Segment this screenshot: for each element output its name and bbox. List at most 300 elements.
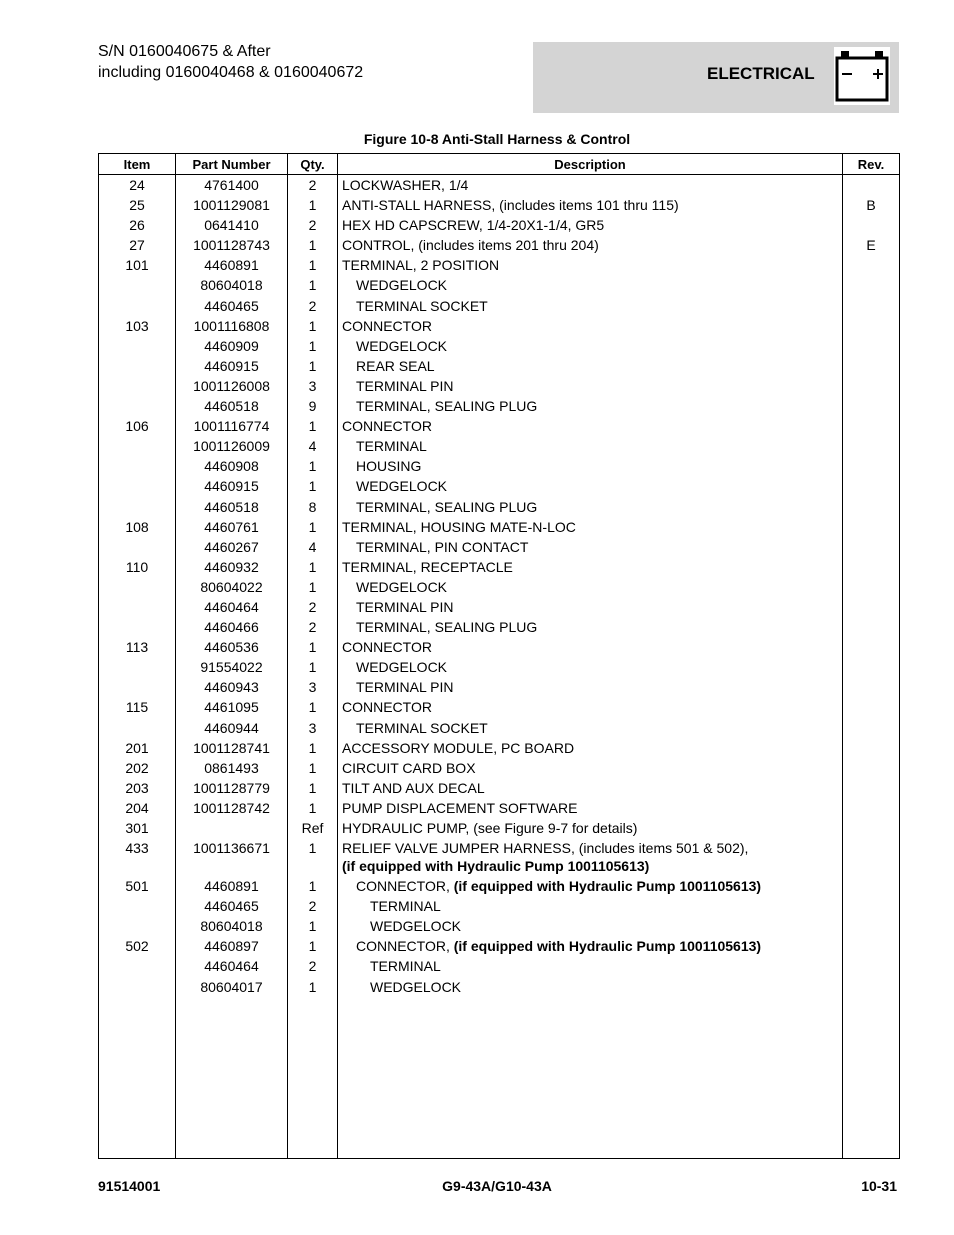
item-number-cell	[99, 436, 176, 456]
table-row	[99, 637, 900, 657]
description-text	[342, 697, 842, 717]
qty-cell: 4	[288, 537, 338, 557]
serial-number-line-2: including 0160040468 & 0160040672	[98, 64, 364, 81]
description-text	[342, 316, 842, 336]
item-number-cell: 203	[99, 778, 176, 798]
rev-cell	[843, 758, 900, 778]
description-text	[342, 778, 842, 798]
qty-cell: 1	[288, 577, 338, 597]
table-row	[99, 758, 900, 778]
item-number-cell: 502	[99, 936, 176, 956]
empty-cell	[99, 997, 176, 1159]
table-row	[99, 296, 900, 316]
part-number-cell	[176, 818, 288, 838]
part-number-cell: 1001116774	[176, 416, 288, 436]
description-text	[342, 718, 842, 738]
description-cell	[338, 316, 843, 336]
part-number-cell: 1001126009	[176, 436, 288, 456]
footer-page-number: 10-31	[861, 1178, 897, 1194]
footer-doc-number: 91514001	[98, 1178, 161, 1194]
description-cell	[338, 476, 843, 496]
description-cell	[338, 215, 843, 235]
description-text	[342, 336, 842, 356]
description-text	[342, 577, 842, 597]
description-label: WEDGELOCK	[356, 337, 448, 354]
qty-cell: 4	[288, 436, 338, 456]
empty-cell	[176, 997, 288, 1159]
part-number-cell: 4460465	[176, 296, 288, 316]
part-number-cell: 4460909	[176, 336, 288, 356]
part-number-cell: 80604018	[176, 916, 288, 936]
rev-cell	[843, 255, 900, 275]
description-label: TERMINAL, RECEPTACLE	[342, 558, 513, 575]
description-cell	[338, 557, 843, 577]
section-header	[533, 42, 899, 113]
item-number-cell: 26	[99, 215, 176, 235]
description-label: TERMINAL, PIN CONTACT	[356, 538, 529, 555]
column-header-rev: Rev.	[843, 154, 900, 175]
description-condition: (if equipped with Hydraulic Pump 1001105613)	[342, 858, 650, 875]
rev-cell	[843, 316, 900, 336]
table-row	[99, 876, 900, 896]
part-number-cell: 4461095	[176, 697, 288, 717]
description-text	[342, 818, 842, 838]
rev-cell	[843, 356, 900, 376]
table-row	[99, 175, 900, 196]
rev-cell	[843, 657, 900, 677]
item-number-cell	[99, 396, 176, 416]
part-number-cell: 4460466	[176, 617, 288, 637]
qty-cell: 1	[288, 255, 338, 275]
table-row	[99, 896, 900, 916]
rev-cell	[843, 617, 900, 637]
item-number-cell	[99, 896, 176, 916]
part-number-cell: 1001128742	[176, 798, 288, 818]
item-number-cell	[99, 356, 176, 376]
description-cell	[338, 738, 843, 758]
description-label: WEDGELOCK	[356, 478, 448, 495]
part-number-cell: 91554022	[176, 657, 288, 677]
rev-cell	[843, 778, 900, 798]
description-label: HOUSING	[356, 458, 422, 475]
description-label: ANTI-STALL HARNESS, (includes items 101 thru 115)	[342, 197, 679, 214]
description-cell	[338, 195, 843, 215]
table-row	[99, 497, 900, 517]
description-text	[342, 557, 842, 577]
table-row	[99, 597, 900, 617]
qty-cell: 9	[288, 396, 338, 416]
description-label: CONNECTOR	[342, 639, 432, 656]
description-text	[342, 738, 842, 758]
description-text	[342, 896, 842, 916]
description-text	[342, 175, 842, 195]
item-number-cell: 108	[99, 517, 176, 537]
part-number-cell: 4460915	[176, 476, 288, 496]
rev-cell	[843, 977, 900, 997]
qty-cell: 3	[288, 677, 338, 697]
rev-cell	[843, 838, 900, 876]
footer-model: G9-43A/G10-43A	[442, 1178, 552, 1194]
qty-cell: 1	[288, 798, 338, 818]
rev-cell	[843, 215, 900, 235]
description-cell	[338, 718, 843, 738]
description-label: TERMINAL	[356, 438, 427, 455]
item-number-cell	[99, 336, 176, 356]
rev-cell	[843, 738, 900, 758]
qty-cell: 1	[288, 876, 338, 896]
description-text	[342, 356, 842, 376]
empty-cell	[288, 997, 338, 1159]
description-text	[342, 916, 842, 936]
qty-cell: 1	[288, 517, 338, 537]
qty-cell: 3	[288, 376, 338, 396]
table-row	[99, 356, 900, 376]
description-label: ACCESSORY MODULE, PC BOARD	[342, 739, 575, 756]
description-cell	[338, 657, 843, 677]
part-number-cell: 4460932	[176, 557, 288, 577]
item-number-cell	[99, 577, 176, 597]
qty-cell: 1	[288, 977, 338, 997]
description-cell	[338, 637, 843, 657]
description-label: CONTROL, (includes items 201 thru 204)	[342, 237, 599, 254]
description-text	[342, 255, 842, 275]
description-cell	[338, 838, 843, 876]
table-row	[99, 456, 900, 476]
description-text	[342, 798, 842, 818]
table-row	[99, 436, 900, 456]
item-number-cell	[99, 497, 176, 517]
description-cell	[338, 517, 843, 537]
rev-cell	[843, 497, 900, 517]
part-number-cell: 80604022	[176, 577, 288, 597]
rev-cell	[843, 175, 900, 196]
description-condition: (if equipped with Hydraulic Pump 1001105613)	[453, 938, 762, 955]
item-number-cell: 202	[99, 758, 176, 778]
description-label: WEDGELOCK	[356, 277, 448, 294]
rev-cell	[843, 818, 900, 838]
description-text	[342, 396, 842, 416]
item-number-cell	[99, 677, 176, 697]
part-number-cell: 4460943	[176, 677, 288, 697]
description-text	[342, 476, 842, 496]
description-text	[342, 537, 842, 557]
rev-cell	[843, 597, 900, 617]
item-number-cell: 110	[99, 557, 176, 577]
description-label: PUMP DISPLACEMENT SOFTWARE	[342, 799, 578, 816]
rev-cell	[843, 557, 900, 577]
column-header-part-number: Part Number	[176, 154, 288, 175]
description-text	[342, 436, 842, 456]
qty-cell: Ref	[288, 818, 338, 838]
rev-cell	[843, 336, 900, 356]
description-cell	[338, 977, 843, 997]
part-number-cell: 4460518	[176, 396, 288, 416]
description-cell	[338, 778, 843, 798]
section-title: ELECTRICAL	[707, 64, 815, 83]
description-text	[342, 617, 842, 637]
description-cell	[338, 798, 843, 818]
item-number-cell: 101	[99, 255, 176, 275]
description-label: HYDRAULIC PUMP, (see Figure 9-7 for details)	[342, 820, 638, 836]
qty-cell: 1	[288, 356, 338, 376]
description-label: WEDGELOCK	[370, 918, 462, 935]
description-cell	[338, 617, 843, 637]
table-row	[99, 677, 900, 697]
table-row	[99, 977, 900, 997]
description-text	[342, 758, 842, 778]
description-text	[342, 637, 842, 657]
description-label: CONNECTOR	[342, 699, 432, 716]
qty-cell: 2	[288, 896, 338, 916]
qty-cell: 1	[288, 316, 338, 336]
part-number-cell: 0861493	[176, 758, 288, 778]
qty-cell: 2	[288, 597, 338, 617]
table-row	[99, 577, 900, 597]
empty-cell	[843, 997, 900, 1159]
qty-cell: 3	[288, 718, 338, 738]
description-cell	[338, 537, 843, 557]
rev-cell	[843, 537, 900, 557]
serial-number-line-1: S/N 0160040675 & After	[98, 43, 271, 60]
part-number-cell: 4460891	[176, 255, 288, 275]
table-row	[99, 517, 900, 537]
part-number-cell: 4460897	[176, 936, 288, 956]
description-cell	[338, 255, 843, 275]
item-number-cell	[99, 456, 176, 476]
description-condition: (if equipped with Hydraulic Pump 1001105613)	[453, 878, 762, 895]
qty-cell: 1	[288, 916, 338, 936]
description-label: RELIEF VALVE JUMPER HARNESS, (includes items 501 & 502),	[342, 840, 749, 857]
part-number-cell: 1001129081	[176, 195, 288, 215]
description-cell	[338, 818, 843, 838]
rev-cell	[843, 896, 900, 916]
table-row	[99, 718, 900, 738]
column-header-qty: Qty.	[288, 154, 338, 175]
table-row	[99, 916, 900, 936]
qty-cell: 8	[288, 497, 338, 517]
table-row	[99, 838, 900, 876]
description-cell	[338, 597, 843, 617]
qty-cell: 1	[288, 336, 338, 356]
rev-cell	[843, 677, 900, 697]
parts-table	[98, 153, 900, 1159]
item-number-cell	[99, 275, 176, 295]
description-label: CONNECTOR,	[356, 878, 454, 895]
item-number-cell: 106	[99, 416, 176, 436]
rev-cell	[843, 517, 900, 537]
part-number-cell: 1001116808	[176, 316, 288, 336]
item-number-cell: 27	[99, 235, 176, 255]
description-label: TERMINAL PIN	[356, 377, 454, 394]
description-cell	[338, 896, 843, 916]
rev-cell	[843, 956, 900, 976]
description-text	[342, 677, 842, 697]
item-number-cell	[99, 597, 176, 617]
qty-cell: 2	[288, 215, 338, 235]
table-row	[99, 255, 900, 275]
item-number-cell	[99, 537, 176, 557]
qty-cell: 1	[288, 195, 338, 215]
qty-cell: 1	[288, 697, 338, 717]
table-row	[99, 818, 900, 838]
qty-cell: 1	[288, 838, 338, 876]
item-number-cell	[99, 956, 176, 976]
description-text	[342, 235, 842, 255]
description-label: CONNECTOR	[342, 418, 432, 435]
rev-cell	[843, 637, 900, 657]
table-row	[99, 738, 900, 758]
qty-cell: 1	[288, 416, 338, 436]
table-row	[99, 195, 900, 215]
description-text	[342, 296, 842, 316]
table-row	[99, 936, 900, 956]
qty-cell: 1	[288, 936, 338, 956]
item-number-cell: 204	[99, 798, 176, 818]
empty-cell	[338, 997, 843, 1159]
description-label: TILT AND AUX DECAL	[342, 779, 485, 796]
part-number-cell: 80604017	[176, 977, 288, 997]
part-number-cell: 0641410	[176, 215, 288, 235]
description-text	[342, 838, 842, 858]
qty-cell: 2	[288, 617, 338, 637]
description-label: TERMINAL SOCKET	[356, 719, 488, 736]
qty-cell: 2	[288, 956, 338, 976]
rev-cell	[843, 798, 900, 818]
qty-cell: 1	[288, 557, 338, 577]
description-label: CONNECTOR	[342, 317, 432, 334]
table-row	[99, 396, 900, 416]
item-number-cell	[99, 476, 176, 496]
description-label: TERMINAL, 2 POSITION	[342, 257, 500, 274]
description-text	[342, 416, 842, 436]
qty-cell: 1	[288, 275, 338, 295]
item-number-cell	[99, 617, 176, 637]
description-label: WEDGELOCK	[356, 659, 448, 676]
description-cell	[338, 436, 843, 456]
table-row	[99, 697, 900, 717]
item-number-cell	[99, 296, 176, 316]
description-label: TERMINAL, SEALING PLUG	[356, 498, 538, 515]
description-cell	[338, 497, 843, 517]
description-label: TERMINAL, HOUSING MATE-N-LOC	[342, 518, 576, 535]
description-label: TERMINAL PIN	[356, 598, 454, 615]
description-label: TERMINAL SOCKET	[356, 297, 488, 314]
column-header-item: Item	[99, 154, 176, 175]
rev-cell	[843, 436, 900, 456]
rev-cell	[843, 456, 900, 476]
rev-cell: E	[843, 235, 900, 255]
description-cell	[338, 956, 843, 976]
table-row	[99, 376, 900, 396]
item-number-cell	[99, 718, 176, 738]
part-number-cell: 4460464	[176, 956, 288, 976]
qty-cell: 2	[288, 175, 338, 196]
part-number-cell: 4761400	[176, 175, 288, 196]
table-row	[99, 617, 900, 637]
part-number-cell: 4460908	[176, 456, 288, 476]
description-label: CONNECTOR,	[356, 938, 454, 955]
table-row	[99, 778, 900, 798]
table-row	[99, 798, 900, 818]
description-text	[342, 275, 842, 295]
description-label: TERMINAL	[370, 958, 441, 975]
description-cell	[338, 416, 843, 436]
part-number-cell: 4460267	[176, 537, 288, 557]
description-cell	[338, 275, 843, 295]
description-cell	[338, 296, 843, 316]
rev-cell	[843, 416, 900, 436]
item-number-cell	[99, 916, 176, 936]
item-number-cell: 201	[99, 738, 176, 758]
description-cell	[338, 876, 843, 896]
part-number-cell: 4460761	[176, 517, 288, 537]
description-cell	[338, 577, 843, 597]
rev-cell	[843, 718, 900, 738]
description-cell	[338, 235, 843, 255]
rev-cell	[843, 296, 900, 316]
qty-cell: 1	[288, 657, 338, 677]
description-text	[342, 195, 842, 215]
description-cell	[338, 697, 843, 717]
description-cell	[338, 376, 843, 396]
part-number-cell: 4460518	[176, 497, 288, 517]
qty-cell: 1	[288, 637, 338, 657]
qty-cell: 1	[288, 456, 338, 476]
description-label: TERMINAL PIN	[356, 679, 454, 696]
serial-number-block	[98, 41, 363, 83]
table-row	[99, 416, 900, 436]
description-cell	[338, 336, 843, 356]
item-number-cell: 301	[99, 818, 176, 838]
item-number-cell: 25	[99, 195, 176, 215]
table-row	[99, 657, 900, 677]
part-number-cell: 4460464	[176, 597, 288, 617]
part-number-cell: 1001128743	[176, 235, 288, 255]
table-row	[99, 537, 900, 557]
description-label: WEDGELOCK	[356, 578, 448, 595]
item-number-cell: 433	[99, 838, 176, 876]
description-label: HEX HD CAPSCREW, 1/4-20X1-1/4, GR5	[342, 217, 605, 234]
part-number-cell: 1001128779	[176, 778, 288, 798]
figure-title: Figure 10-8 Anti-Stall Harness & Control	[363, 131, 631, 147]
table-row	[99, 215, 900, 235]
part-number-cell: 1001128741	[176, 738, 288, 758]
description-text	[342, 956, 842, 976]
table-row	[99, 557, 900, 577]
table-row	[99, 235, 900, 255]
item-number-cell: 113	[99, 637, 176, 657]
item-number-cell	[99, 657, 176, 677]
rev-cell	[843, 396, 900, 416]
table-row	[99, 476, 900, 496]
part-number-cell: 4460944	[176, 718, 288, 738]
column-header-description: Description	[338, 154, 843, 175]
qty-cell: 2	[288, 296, 338, 316]
part-number-cell: 1001136671	[176, 838, 288, 876]
description-text	[342, 215, 842, 235]
rev-cell	[843, 577, 900, 597]
qty-cell: 1	[288, 758, 338, 778]
table-row	[99, 336, 900, 356]
description-label: REAR SEAL	[356, 357, 435, 374]
description-cell	[338, 356, 843, 376]
description-cell	[338, 456, 843, 476]
description-text	[342, 376, 842, 396]
item-number-cell	[99, 977, 176, 997]
item-number-cell: 115	[99, 697, 176, 717]
part-number-cell: 4460891	[176, 876, 288, 896]
description-cell	[338, 677, 843, 697]
